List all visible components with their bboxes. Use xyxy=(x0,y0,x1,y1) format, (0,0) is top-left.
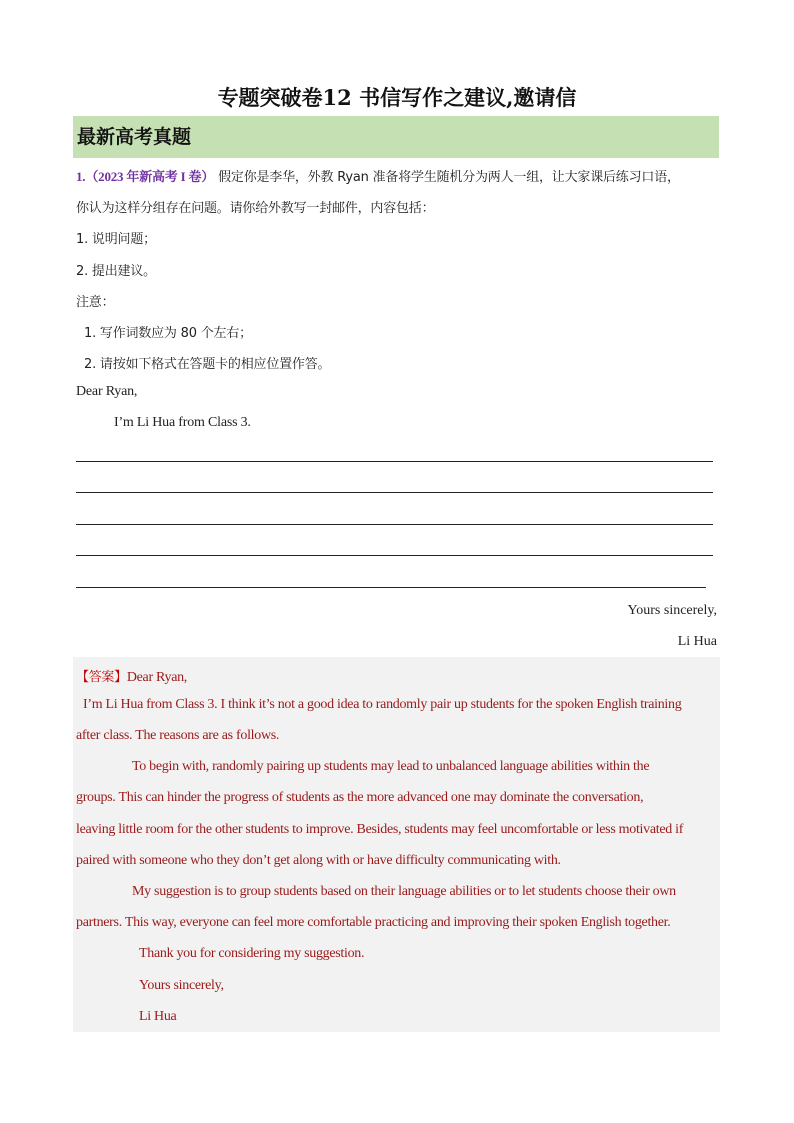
answer-line: My suggestion is to group students based on their language abilities or to let students choose their own xyxy=(132,884,676,899)
requirement-point-2: 2. 提出建议。 xyxy=(76,264,156,279)
answer-header xyxy=(76,666,187,686)
writing-line xyxy=(76,587,706,588)
notice-label: 注意： xyxy=(76,295,115,310)
answer-line: after class. The reasons are as follows. xyxy=(76,728,280,743)
notice-item-2: 2. 请按如下格式在答题卡的相应位置作答。 xyxy=(84,357,331,372)
section-heading: 最新高考真题 xyxy=(73,116,719,158)
page-title: 专题突破卷12 书信写作之建议,邀请信 xyxy=(217,85,577,110)
question-number: 1.（2023 年新高考 I 卷） xyxy=(76,169,215,184)
writing-line xyxy=(76,524,713,525)
letter-greeting: Dear Ryan, xyxy=(76,384,138,399)
answer-line: groups. This can hinder the progress of students as the more advanced one may dominate the conversation, xyxy=(76,790,644,805)
writing-line xyxy=(76,461,713,462)
notice-item-1: 1. 写作词数应为 80 个左右； xyxy=(84,326,252,341)
answer-line: partners. This way, everyone can feel more comfortable practicing and improving their spoken English together. xyxy=(76,915,671,930)
answer-tag: 【答案】 xyxy=(76,670,127,685)
answer-line: leaving little room for the other students to improve. Besides, students may feel uncomfortable or less motivated if xyxy=(76,822,684,837)
letter-opening: I’m Li Hua from Class 3. xyxy=(114,415,251,430)
answer-closing: Yours sincerely, xyxy=(139,978,224,993)
answer-line: I’m Li Hua from Class 3. I think it’s not a good idea to randomly pair up students for the spoken English training xyxy=(83,697,682,712)
letter-signature: Li Hua xyxy=(677,634,717,649)
answer-greeting: Dear Ryan, xyxy=(126,670,188,685)
question-line-1 xyxy=(76,166,680,185)
answer-panel xyxy=(73,657,720,1032)
question-prompt-2: 你认为这样分组存在问题。请你给外教写一封邮件，内容包括： xyxy=(76,201,435,216)
letter-closing: Yours sincerely, xyxy=(627,603,717,618)
question-prompt-1: 假定你是李华，外教 Ryan 准备将学生随机分为两人一组，让大家课后练习口语， xyxy=(214,170,680,185)
answer-signature: Li Hua xyxy=(139,1009,177,1024)
answer-line: Thank you for considering my suggestion. xyxy=(139,946,365,961)
writing-line xyxy=(76,492,713,493)
writing-line xyxy=(76,555,713,556)
answer-line: paired with someone who they don’t get along with or have difficulty communicating with. xyxy=(76,853,561,868)
answer-line: To begin with, randomly pairing up students may lead to unbalanced language abilities within the xyxy=(132,759,650,774)
requirement-point-1: 1. 说明问题； xyxy=(76,232,156,247)
